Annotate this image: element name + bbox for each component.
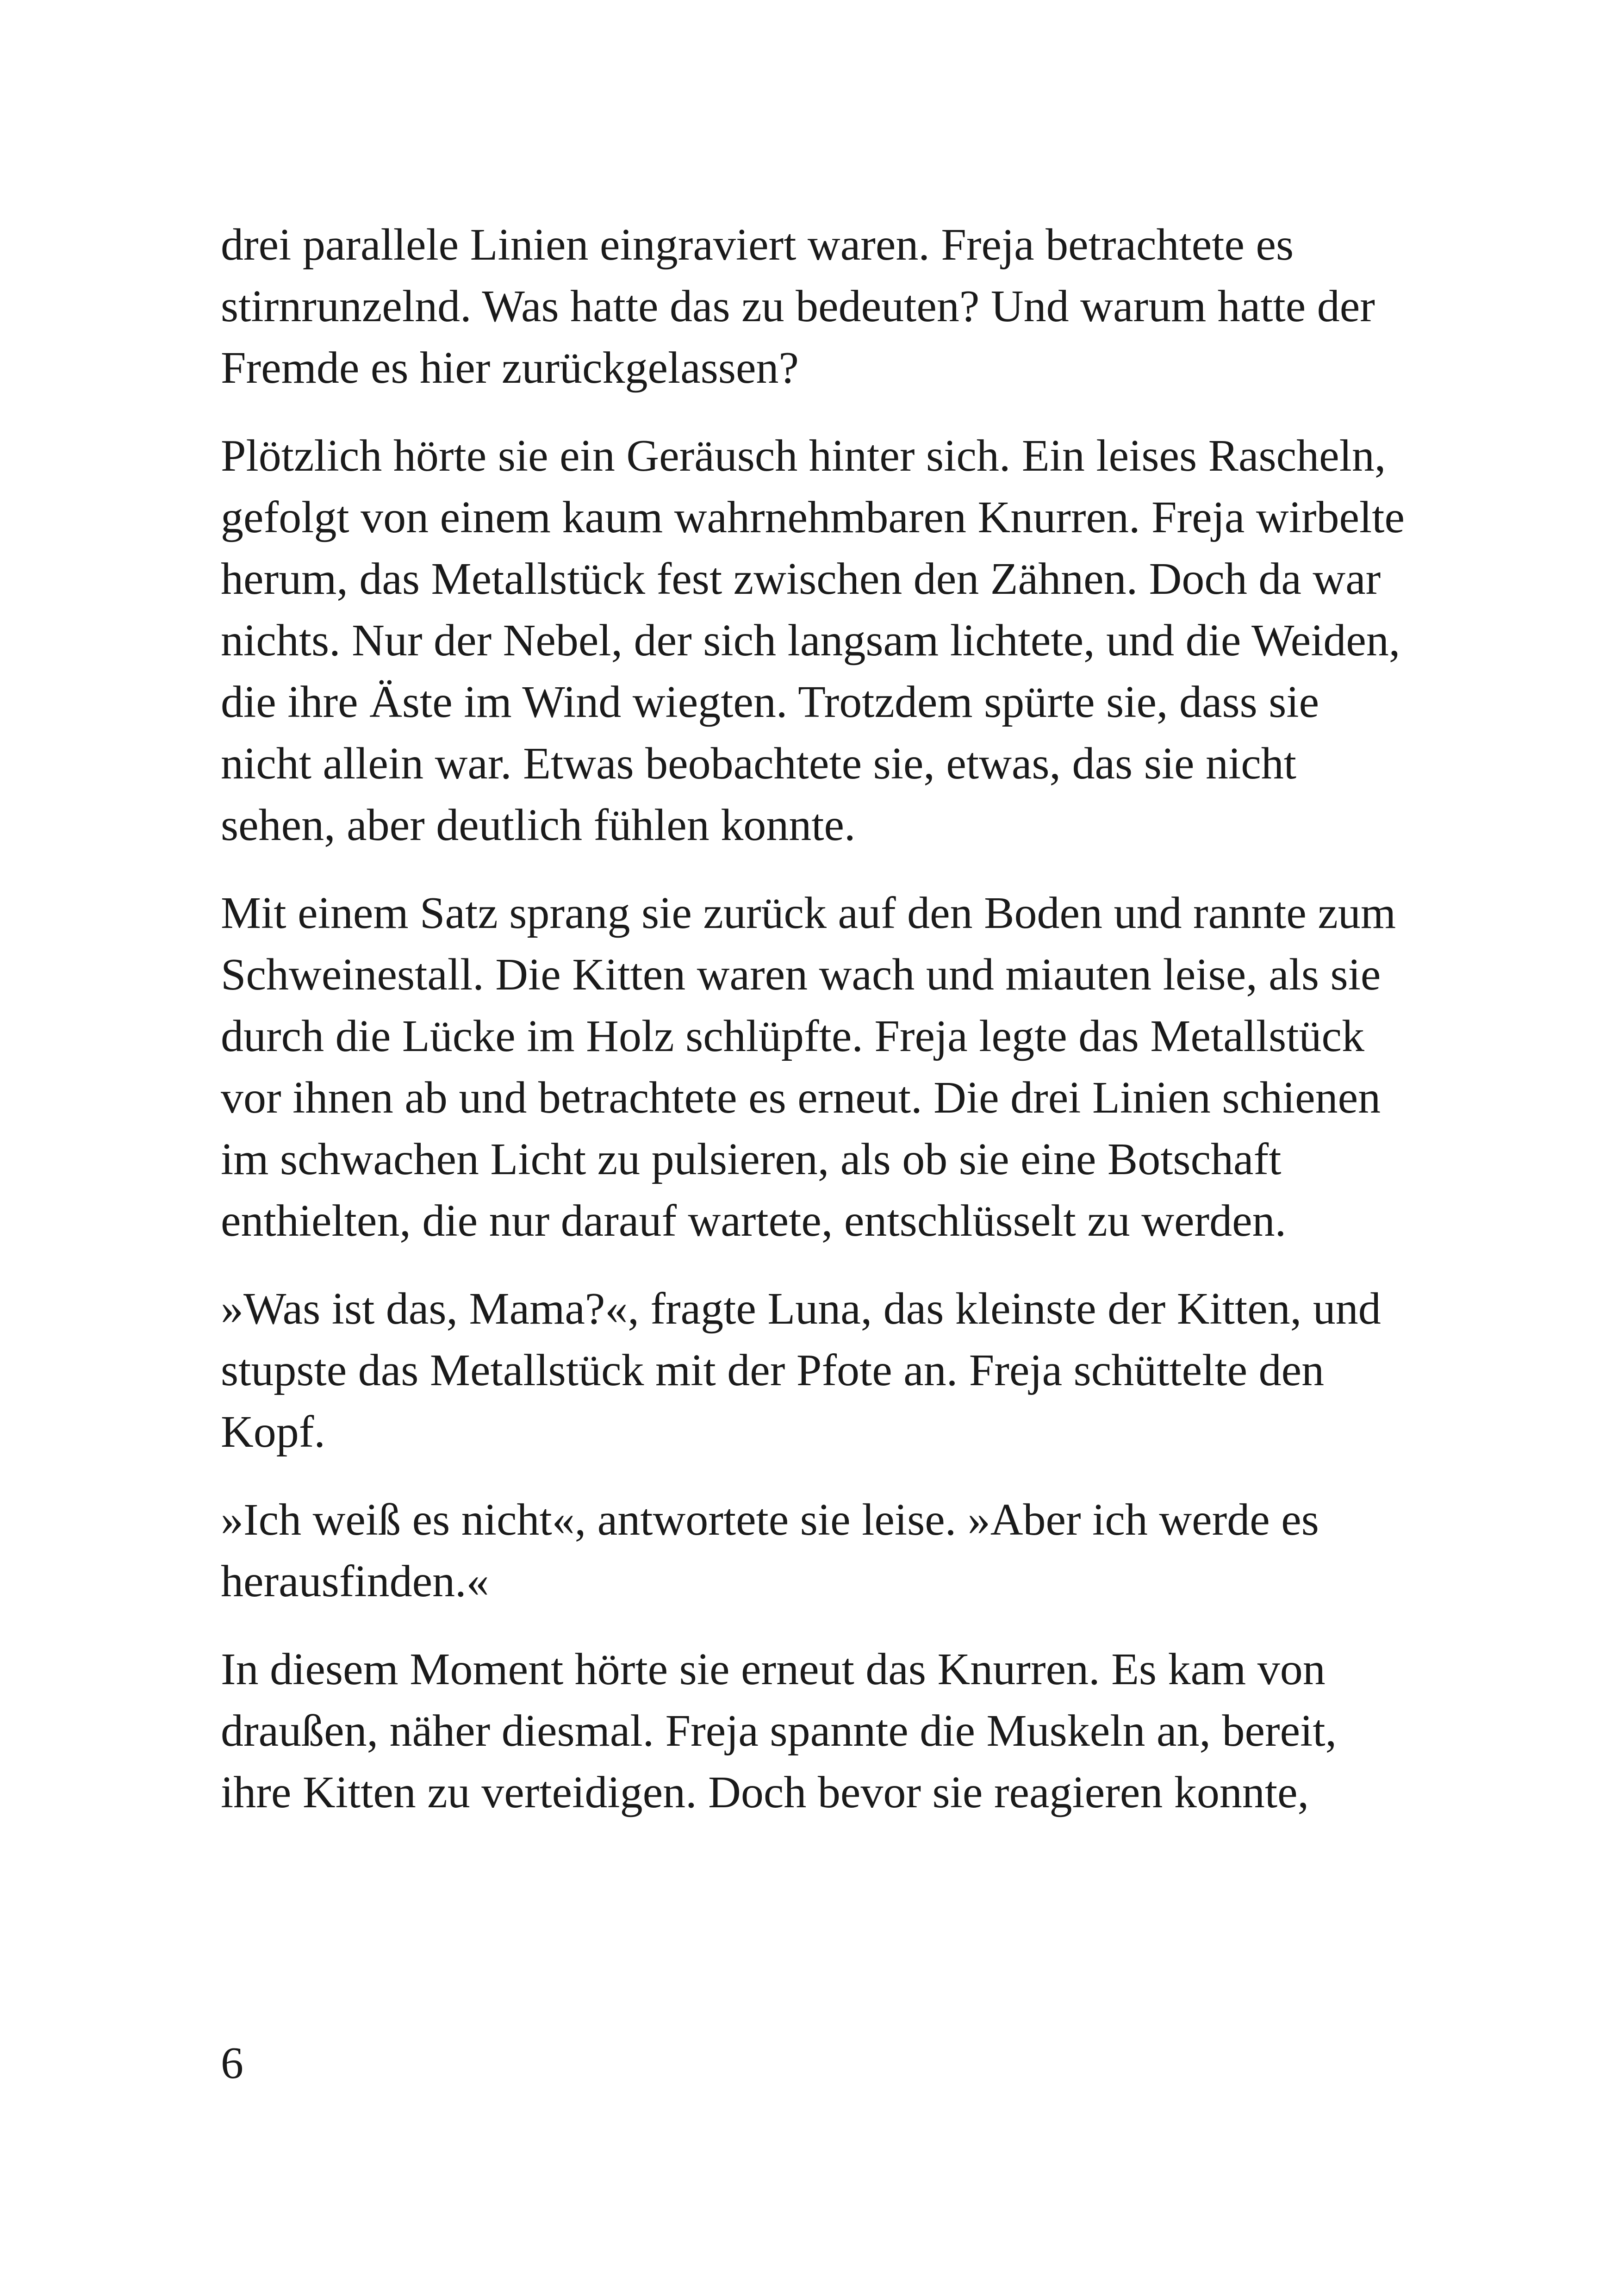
- paragraph: drei parallele Linien eingraviert waren. Freja betrachtete es stirnrunzelnd. Was hatte das zu bedeuten? Und warum hatte der Fremde es hier zurückgelassen?: [221, 220, 1375, 393]
- paragraph: In diesem Moment hörte sie erneut das Knurren. Es kam von draußen, näher diesmal. Freja spannte die Muskeln an, bereit, ihre Kitten zu verteidigen. Doch bevor sie reagieren konnte,: [221, 1644, 1337, 1817]
- page-number: 6: [221, 2038, 243, 2088]
- paragraph: »Ich weiß es nicht«, antwortete sie leise. »Aber ich werde es herausfinden.«: [221, 1495, 1319, 1606]
- paragraph: Mit einem Satz sprang sie zurück auf den Boden und rannte zum Schweinestall. Die Kitten waren wach und miauten leise, als sie durch die Lücke im Holz schlüpfte. Freja legte das Metallstück vor ihnen ab und betrachtete es erneut. Die drei Linien schienen im schwachen Licht zu pulsieren, als ob sie eine Botschaft enthielten, die nur darauf wartete, entschlüsselt zu werden.: [221, 888, 1396, 1246]
- body-text: [221, 214, 1406, 1850]
- paragraph: Plötzlich hörte sie ein Geräusch hinter sich. Ein leises Rascheln, gefolgt von einem kaum wahrnehmbaren Knurren. Freja wirbelte herum, das Metallstück fest zwischen den Zähnen. Doch da war nichts. Nur der Nebel, der sich langsam lichtete, und die Weiden, die ihre Äste im Wind wiegten. Trotzdem spürte sie, dass sie nicht allein war. Etwas beobachtete sie, etwas, das sie nicht sehen, aber deutlich fühlen konnte.: [221, 431, 1405, 850]
- paragraph: »Was ist das, Mama?«, fragte Luna, das kleinste der Kitten, und stupste das Metallstück mit der Pfote an. Freja schüttelte den Kopf.: [221, 1284, 1381, 1457]
